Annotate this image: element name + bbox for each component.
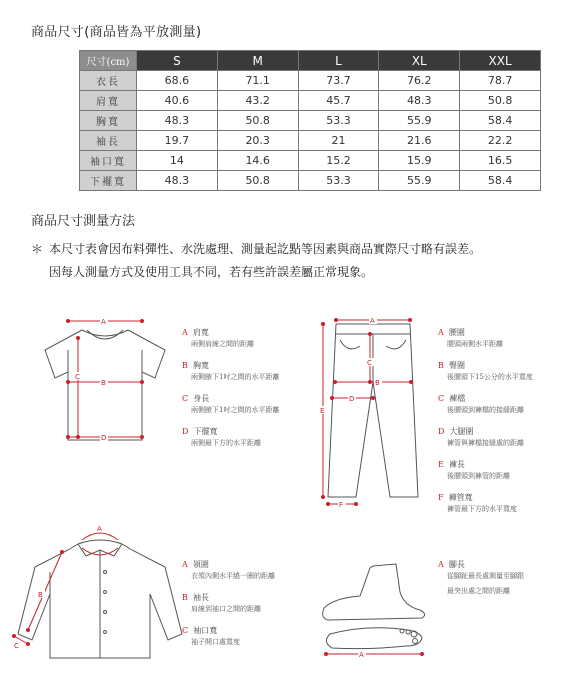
pants-letter-a: A (370, 317, 375, 325)
legend-desc: 腰頭兩側水平距離 (447, 340, 503, 348)
legend-desc: 最突出處之間的距離 (447, 587, 510, 595)
page-title: 商品尺寸(商品皆為平放測量) (31, 25, 202, 40)
column-header: L (298, 51, 379, 71)
legend-label: 臀圍 (448, 361, 465, 370)
table-cell: 48.3 (137, 111, 218, 131)
shirt-legend (182, 552, 275, 651)
table-cell: 73.7 (298, 71, 379, 91)
row-header: 袖口寬 (80, 151, 137, 171)
asterisk: ＊ (31, 242, 44, 256)
legend-key: F (438, 493, 444, 502)
tshirt-letter-d: D (101, 434, 107, 442)
disclaimer-note (31, 238, 481, 284)
table-header-row (80, 51, 541, 71)
legend-desc: 兩側腋下1吋之間的水平距離 (191, 373, 280, 381)
legend-key: A (438, 560, 444, 569)
column-header: S (137, 51, 218, 71)
table-cell: 68.6 (137, 71, 218, 91)
table-cell: 20.3 (217, 131, 298, 151)
method-title: 商品尺寸測量方法 (31, 214, 136, 229)
row-header: 袖長 (80, 131, 137, 151)
legend-label: 身長 (193, 394, 210, 403)
legend-key: A (182, 560, 188, 569)
legend-desc: 後腰頭到褲管的距離 (447, 472, 510, 480)
size-table (79, 50, 541, 191)
legend-desc: 後腰頭下15公分的水平寬度 (447, 373, 533, 381)
row-header: 胸寬 (80, 111, 137, 131)
column-header: XXL (460, 51, 541, 71)
table-cell: 21 (298, 131, 379, 151)
tshirt-legend (182, 320, 279, 452)
pants-diagram (318, 312, 438, 512)
table-cell: 15.2 (298, 151, 379, 171)
table-cell: 55.9 (379, 171, 460, 191)
table-row (80, 131, 541, 151)
shirt-letter-b: B (38, 591, 43, 599)
table-cell: 21.6 (379, 131, 460, 151)
table-cell: 19.7 (137, 131, 218, 151)
table-cell: 55.9 (379, 111, 460, 131)
table-row (80, 91, 541, 111)
legend-key: B (438, 361, 444, 370)
legend-label: 腳長 (448, 560, 465, 569)
table-cell: 15.9 (379, 151, 460, 171)
legend-label: 褲管寬 (448, 493, 473, 502)
legend-key: A (182, 328, 188, 337)
legend-label: 袖口寬 (193, 626, 218, 635)
shirt-letter-a: A (97, 525, 102, 533)
table-cell: 78.7 (460, 71, 541, 91)
legend-item (438, 320, 533, 349)
pants-letter-e: E (320, 407, 325, 415)
foot-legend (438, 552, 524, 600)
legend-desc: 從腳趾最長處測量至腳跟 (447, 572, 524, 580)
legend-key: C (182, 394, 189, 403)
legend-item (182, 419, 279, 448)
legend-key: C (182, 626, 189, 635)
legend-item (438, 485, 533, 514)
row-header: 肩寬 (80, 91, 137, 111)
row-header: 下襬寬 (80, 171, 137, 191)
table-cell: 43.2 (217, 91, 298, 111)
legend-desc: 衣領內側水平繞一圈的距離 (191, 572, 275, 580)
legend-item (438, 386, 533, 415)
legend-item (438, 552, 524, 596)
legend-key: E (438, 460, 444, 469)
pants-letter-c: C (367, 359, 372, 367)
table-cell: 53.3 (298, 171, 379, 191)
table-cell: 58.4 (460, 111, 541, 131)
legend-item (182, 353, 279, 382)
legend-desc: 兩側肩線之間的距離 (191, 340, 254, 348)
legend-key: C (438, 394, 445, 403)
table-cell: 14.6 (217, 151, 298, 171)
foot-letter-a: A (359, 651, 364, 659)
legend-item (182, 618, 275, 647)
table-cell: 58.4 (460, 171, 541, 191)
table-row (80, 111, 541, 131)
legend-item (182, 386, 279, 415)
table-cell: 50.8 (217, 171, 298, 191)
note-line-1: 本尺寸表會因布料彈性、水洗處理、測量起訖點等因素與商品實際尺寸略有誤差。 (49, 242, 482, 256)
table-cell: 45.7 (298, 91, 379, 111)
pants-letter-f: F (339, 501, 344, 509)
legend-desc: 後腰頭到褲檔的接縫距離 (447, 406, 524, 414)
table-cell: 53.3 (298, 111, 379, 131)
table-cell: 22.2 (460, 131, 541, 151)
table-cell: 76.2 (379, 71, 460, 91)
table-cell: 50.8 (217, 111, 298, 131)
legend-label: 袖長 (192, 593, 209, 602)
pants-letter-d: D (349, 395, 355, 403)
table-cell: 48.3 (137, 171, 218, 191)
foot-diagram (318, 562, 428, 662)
column-header: 尺寸(cm) (80, 51, 137, 71)
legend-desc: 兩側腋下1吋之間的水平距離 (191, 406, 280, 414)
legend-label: 大腿圍 (449, 427, 474, 436)
shirt-letter-c: C (14, 642, 19, 650)
legend-label: 褲檔 (449, 394, 466, 403)
legend-key: D (182, 427, 189, 436)
tshirt-diagram (30, 312, 180, 447)
pants-legend (438, 320, 533, 518)
legend-label: 褲長 (448, 460, 465, 469)
legend-label: 腰圍 (448, 328, 465, 337)
legend-label: 下擺寬 (193, 427, 218, 436)
legend-key: B (182, 361, 188, 370)
legend-key: A (438, 328, 444, 337)
table-row (80, 151, 541, 171)
note-line-2: 因每人測量方式及使用工具不同，若有些許誤差屬正常現象。 (49, 265, 374, 279)
legend-key: B (182, 593, 188, 602)
legend-item (182, 320, 279, 349)
legend-desc: 兩側最下方的水平距離 (191, 439, 261, 447)
table-cell: 50.8 (460, 91, 541, 111)
row-header: 衣長 (80, 71, 137, 91)
table-cell: 71.1 (217, 71, 298, 91)
legend-item (438, 419, 533, 448)
legend-item (182, 552, 275, 581)
table-cell: 48.3 (379, 91, 460, 111)
legend-item (182, 585, 275, 614)
legend-item (438, 452, 533, 481)
legend-item (438, 353, 533, 382)
tshirt-letter-b: B (101, 379, 106, 387)
table-cell: 40.6 (137, 91, 218, 111)
legend-label: 肩寬 (192, 328, 209, 337)
legend-key: D (438, 427, 445, 436)
legend-label: 胸寬 (192, 361, 209, 370)
legend-label: 領圍 (192, 560, 209, 569)
tshirt-letter-a: A (101, 318, 106, 326)
table-row (80, 171, 541, 191)
table-row (80, 71, 541, 91)
legend-desc: 袖子開口處寬度 (191, 638, 240, 646)
column-header: XL (379, 51, 460, 71)
table-cell: 14 (137, 151, 218, 171)
column-header: M (217, 51, 298, 71)
legend-desc: 肩線到袖口之間的距離 (191, 605, 261, 613)
pants-letter-b: B (375, 379, 380, 387)
tshirt-letter-c: C (75, 373, 80, 381)
table-cell: 16.5 (460, 151, 541, 171)
legend-desc: 褲管最下方的水平寬度 (447, 505, 517, 513)
legend-desc: 褲管與褲檔接縫處的距離 (447, 439, 524, 447)
shirt-diagram (10, 522, 170, 662)
